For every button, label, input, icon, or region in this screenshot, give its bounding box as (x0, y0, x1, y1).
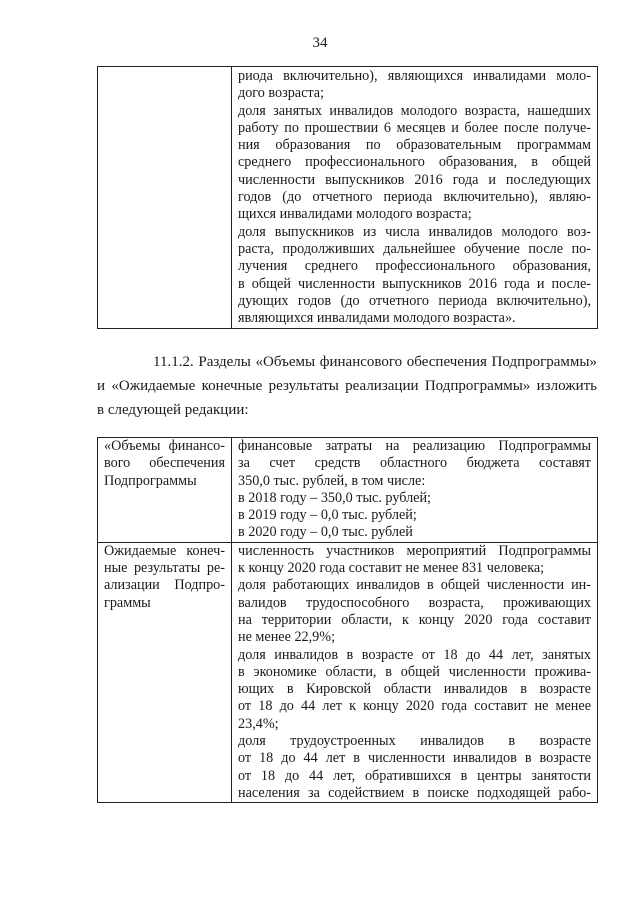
text-line: доля выпускников из числа инвалидов молодого воз- (238, 223, 591, 240)
text-line: ния образования по образовательным программам (238, 137, 591, 154)
continuation-text-cell (232, 67, 598, 329)
continuation-row (98, 67, 598, 329)
value-line: 350,0 тыс. рублей, в том числе: (238, 472, 426, 489)
value-line: от 18 до 44 лет в численности инвалидов в возрасте (238, 750, 591, 767)
value-line: доля трудоустроенных инвалидов в возрасте (238, 733, 591, 750)
value-line: в 2019 году – 0,0 тыс. рублей; (238, 507, 417, 524)
value-line: доля инвалидов в возрасте от 18 до 44 лет, занятых (238, 646, 591, 663)
value-line: не менее 22,9%; (238, 629, 336, 646)
value-line: в 2018 году – 350,0 тыс. рублей; (238, 489, 431, 506)
results-value-cell (232, 542, 598, 802)
text-line: доля занятых инвалидов молодого возраста, нашедших (238, 102, 591, 119)
continuation-table (97, 66, 598, 329)
value-line: за счет средств областного бюджета составят (238, 455, 591, 472)
value-line: на территории области, к концу 2020 года составит (238, 611, 591, 628)
funding-value-cell (232, 438, 598, 543)
label-line: Ожидаемые конеч- (104, 542, 225, 559)
results-label-cell (98, 542, 232, 802)
text-line: лучения среднего профессионального образования, (238, 258, 591, 275)
results-row (98, 542, 598, 802)
value-line: населения за содействием в поиске подходящей рабо- (238, 784, 591, 801)
value-line: от 18 до 44 лет к концу 2020 года составит не менее (238, 698, 591, 715)
value-line: 23,4%; (238, 715, 279, 732)
text-line: работу по прошествии 6 месяцев и более после получе- (238, 119, 591, 136)
text-line: среднего профессионального образования, в общей (238, 154, 591, 171)
subprogram-table (97, 437, 598, 803)
value-line: ющих в Кировской области инвалидов в возрасте (238, 681, 591, 698)
text-line: дого возраста; (238, 85, 325, 102)
text-line: годов (до отчетного периода включительно), являю- (238, 189, 591, 206)
label-line: вого обеспечения (104, 455, 225, 472)
funding-label-cell (98, 438, 232, 543)
text-line: в общей численности выпускников 2016 года и после- (238, 275, 591, 292)
label-line: ализации Подпро- (104, 577, 225, 594)
text-line: дующих годов (до отчетного периода включительно), (238, 292, 591, 309)
label-line: «Объемы финансо- (104, 438, 225, 454)
paragraph-line: и «Ожидаемые конечные результаты реализации Подпрограммы» изложить (97, 378, 597, 394)
continuation-empty-cell (98, 67, 232, 329)
value-line: в 2020 году – 0,0 тыс. рублей (238, 524, 413, 541)
funding-row (98, 438, 598, 543)
value-line: к концу 2020 года составит не менее 831 человека; (238, 560, 545, 577)
text-line: являющихся инвалидами молодого возраста». (238, 310, 516, 327)
label-line: граммы (104, 594, 151, 611)
label-line: ные результаты ре- (104, 560, 225, 577)
value-line: валидов трудоспособного возраста, проживающих (238, 594, 591, 611)
paragraph-line: 11.1.2. Разделы «Объемы финансового обеспечения Подпрограммы» (153, 354, 597, 370)
value-line: финансовые затраты на реализацию Подпрограммы (238, 438, 591, 454)
amendment-paragraph (97, 350, 597, 422)
text-line: риода включительно), являющихся инвалидами моло- (238, 68, 591, 84)
text-line: щихся инвалидами молодого возраста; (238, 206, 472, 223)
value-line: от 18 до 44 лет, обратившихся в центры занятости (238, 767, 591, 784)
text-line: численности выпускников 2016 года и последующих (238, 171, 591, 188)
value-line: численность участников мероприятий Подпрограммы (238, 542, 591, 559)
value-line: доля работающих инвалидов в общей численности ин- (238, 577, 591, 594)
page-number: 34 (312, 35, 328, 51)
text-line: раста, продолживших дальнейшее обучение после по- (238, 240, 591, 257)
paragraph-line: в следующей редакции: (97, 402, 249, 418)
value-line: в экономике области, в общей численности прожива- (238, 663, 591, 680)
label-line: Подпрограммы (104, 472, 197, 489)
